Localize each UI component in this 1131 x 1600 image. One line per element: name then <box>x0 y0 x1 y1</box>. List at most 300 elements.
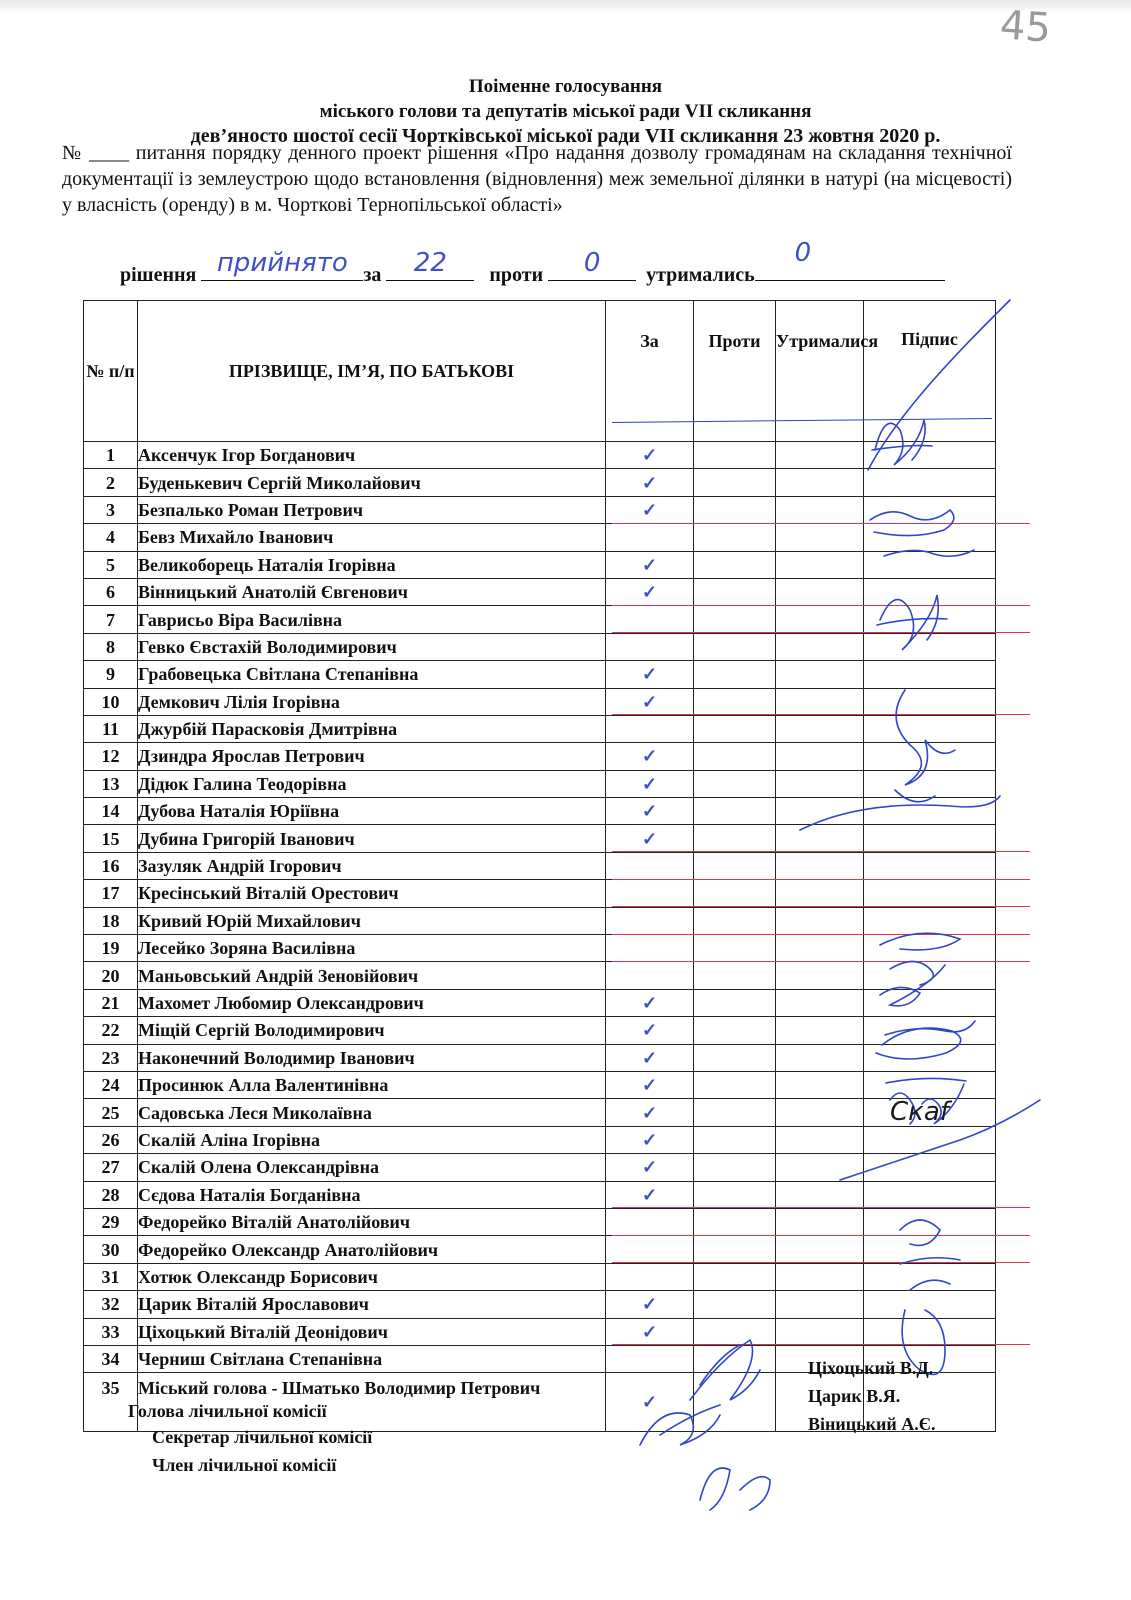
row-number: 26 <box>84 1126 138 1153</box>
table-row <box>84 1236 996 1263</box>
row-for <box>606 1373 694 1432</box>
row-name: Гаврисьо Віра Василівна <box>138 606 606 633</box>
row-name: Зазуляк Андрій Ігорович <box>138 852 606 879</box>
row-signature <box>864 688 996 715</box>
row-number: 20 <box>84 962 138 989</box>
question-number: № ____ <box>62 142 130 164</box>
row-signature <box>864 935 996 962</box>
row-for <box>606 852 694 879</box>
row-against <box>694 852 776 879</box>
table-row <box>84 825 996 852</box>
row-signature <box>864 1318 996 1345</box>
tick-mark: ✓ <box>641 554 658 575</box>
row-for <box>606 1154 694 1181</box>
tick-mark: ✓ <box>641 1129 658 1150</box>
row-abstain <box>776 496 864 523</box>
table-row <box>84 688 996 715</box>
row-number: 18 <box>84 907 138 934</box>
table-row <box>84 661 996 688</box>
row-abstain <box>776 880 864 907</box>
row-abstain <box>776 770 864 797</box>
row-name: Кривий Юрій Михайлович <box>138 907 606 934</box>
tick-mark: ✓ <box>641 801 658 822</box>
row-number: 27 <box>84 1154 138 1181</box>
row-abstain <box>776 1154 864 1181</box>
row-against <box>694 770 776 797</box>
row-number: 5 <box>84 551 138 578</box>
row-for <box>606 1071 694 1098</box>
row-against <box>694 1126 776 1153</box>
row-signature <box>864 551 996 578</box>
table-row <box>84 551 996 578</box>
row-for <box>606 442 694 469</box>
row-abstain <box>776 606 864 633</box>
row-against <box>694 1373 776 1432</box>
row-name: Федорейко Віталій Анатолійович <box>138 1208 606 1235</box>
table-row <box>84 1099 996 1126</box>
row-number: 22 <box>84 1017 138 1044</box>
row-for <box>606 743 694 770</box>
row-for <box>606 880 694 907</box>
table-row <box>84 989 996 1016</box>
abstain-label: утримались <box>646 264 755 286</box>
row-against <box>694 962 776 989</box>
tick-mark: ✓ <box>641 1294 658 1315</box>
strike-line <box>612 851 1030 852</box>
row-abstain <box>776 825 864 852</box>
row-name: Хотюк Олександр Борисович <box>138 1263 606 1290</box>
strike-line <box>612 632 1030 633</box>
strike-line <box>612 1344 1030 1345</box>
row-for <box>606 770 694 797</box>
table-row <box>84 442 996 469</box>
row-number: 13 <box>84 770 138 797</box>
row-number: 4 <box>84 524 138 551</box>
for-blank <box>386 248 474 281</box>
table-row <box>84 770 996 797</box>
tick-mark: ✓ <box>641 582 658 603</box>
row-signature <box>864 715 996 742</box>
row-signature <box>864 1071 996 1098</box>
row-name: Федорейко Олександр Анатолійович <box>138 1236 606 1263</box>
table-row <box>84 798 996 825</box>
row-number: 28 <box>84 1181 138 1208</box>
row-against <box>694 825 776 852</box>
tick-mark: ✓ <box>641 993 658 1013</box>
row-signature <box>864 496 996 523</box>
row-against <box>694 578 776 605</box>
strike-line <box>612 1262 1030 1263</box>
row-against <box>694 1044 776 1071</box>
row-for <box>606 1291 694 1318</box>
abstain-blank <box>755 238 945 281</box>
row-abstain <box>776 1044 864 1071</box>
signature-15 <box>700 1468 770 1510</box>
row-name: Махомет Любомир Олександрович <box>138 989 606 1016</box>
header-num: № п/п <box>84 301 138 442</box>
row-abstain <box>776 524 864 551</box>
commission-member-label: Член лічильної комісії <box>152 1455 337 1475</box>
row-for <box>606 715 694 742</box>
row-number: 33 <box>84 1318 138 1345</box>
table-row <box>84 1208 996 1235</box>
row-against <box>694 1208 776 1235</box>
row-signature <box>864 852 996 879</box>
row-number: 16 <box>84 852 138 879</box>
row-name: Дзиндра Ярослав Петрович <box>138 743 606 770</box>
row-for <box>606 633 694 660</box>
table-row <box>84 852 996 879</box>
row-for <box>606 935 694 962</box>
tick-mark: ✓ <box>641 773 658 794</box>
row-for <box>606 907 694 934</box>
row-abstain <box>776 1017 864 1044</box>
table-row <box>84 1291 996 1318</box>
header-against: Проти <box>694 301 776 442</box>
row-number: 15 <box>84 825 138 852</box>
table-row <box>84 1263 996 1290</box>
row-against <box>694 496 776 523</box>
against-label: проти <box>489 264 544 286</box>
row-for <box>606 1345 694 1372</box>
row-against <box>694 1318 776 1345</box>
row-against <box>694 798 776 825</box>
table-row <box>84 962 996 989</box>
tick-mark: ✓ <box>641 1075 658 1096</box>
row-name: Буденькевич Сергій Миколайович <box>138 469 606 496</box>
row-name: Лесейко Зоряна Василівна <box>138 935 606 962</box>
row-abstain <box>776 469 864 496</box>
commission-secretary-label: Секретар лічильної комісії <box>152 1427 373 1447</box>
row-against <box>694 442 776 469</box>
row-signature <box>864 1099 996 1126</box>
row-against <box>694 606 776 633</box>
row-signature <box>864 962 996 989</box>
row-name: Дідюк Галина Теодорівна <box>138 770 606 797</box>
row-against <box>694 1181 776 1208</box>
row-name: Скалій Олена Олександрівна <box>138 1154 606 1181</box>
header-for: За <box>606 301 694 442</box>
row-signature <box>864 1291 996 1318</box>
row-for <box>606 1044 694 1071</box>
row-against <box>694 1154 776 1181</box>
row-abstain <box>776 688 864 715</box>
tick-mark: ✓ <box>641 691 658 712</box>
row-signature <box>864 825 996 852</box>
row-abstain <box>776 1208 864 1235</box>
row-for <box>606 578 694 605</box>
row-number: 6 <box>84 578 138 605</box>
row-against <box>694 1236 776 1263</box>
row-abstain <box>776 1291 864 1318</box>
decision-blank <box>201 248 363 281</box>
row-abstain <box>776 852 864 879</box>
for-count: 22 <box>413 248 447 278</box>
row-name: Сєдова Наталія Богданівна <box>138 1181 606 1208</box>
row-signature <box>864 1208 996 1235</box>
table-row <box>84 1154 996 1181</box>
row-signature <box>864 578 996 605</box>
row-abstain <box>776 715 864 742</box>
row-against <box>694 743 776 770</box>
row-name: Кресінський Віталій Орестович <box>138 880 606 907</box>
decision-value: прийнято <box>216 248 348 278</box>
row-for <box>606 989 694 1016</box>
row-for <box>606 1181 694 1208</box>
strike-line <box>612 523 1030 524</box>
row-name: Демкович Лілія Ігорівна <box>138 688 606 715</box>
scan-edge <box>0 0 1131 14</box>
commission-members <box>808 1354 935 1438</box>
row-abstain <box>776 907 864 934</box>
row-signature <box>864 633 996 660</box>
header-sign: Підпис <box>864 301 996 442</box>
table-body <box>84 442 996 1432</box>
row-abstain <box>776 578 864 605</box>
row-abstain <box>776 989 864 1016</box>
row-against <box>694 880 776 907</box>
row-signature <box>864 661 996 688</box>
row-abstain <box>776 1126 864 1153</box>
row-against <box>694 989 776 1016</box>
row-against <box>694 469 776 496</box>
row-signature <box>864 1154 996 1181</box>
tick-mark: ✓ <box>641 1047 658 1068</box>
tick-mark: ✓ <box>641 664 658 685</box>
tick-mark: ✓ <box>641 1102 658 1123</box>
row-name: Гевко Євстахій Володимирович <box>138 633 606 660</box>
row-name: Скалій Аліна Ігорівна <box>138 1126 606 1153</box>
row-against <box>694 661 776 688</box>
row-for <box>606 688 694 715</box>
row-number: 34 <box>84 1345 138 1372</box>
strike-line <box>612 605 1030 606</box>
table-row <box>84 469 996 496</box>
row-abstain <box>776 551 864 578</box>
row-number: 23 <box>84 1044 138 1071</box>
table-row <box>84 1126 996 1153</box>
row-number: 11 <box>84 715 138 742</box>
row-number: 2 <box>84 469 138 496</box>
row-for <box>606 551 694 578</box>
row-abstain <box>776 442 864 469</box>
row-abstain <box>776 798 864 825</box>
row-for <box>606 798 694 825</box>
row-number: 19 <box>84 935 138 962</box>
decision-label: рішення <box>120 264 197 286</box>
header-session: дев’яносто шостої сесії Чортківської міської ради VII скликання 23 жовтня 2020 р. <box>190 125 941 147</box>
row-number: 8 <box>84 633 138 660</box>
table-row <box>84 935 996 962</box>
row-number: 30 <box>84 1236 138 1263</box>
row-for <box>606 1099 694 1126</box>
strike-line <box>612 906 1030 907</box>
tick-mark: ✓ <box>641 499 658 520</box>
row-against <box>694 907 776 934</box>
commission-chair-name: Ціхоцький В.Д. <box>808 1358 934 1378</box>
row-against <box>694 633 776 660</box>
row-for <box>606 606 694 633</box>
header-subtitle: міського голови та депутатів міської ради VII скликання <box>319 101 812 122</box>
row-for <box>606 661 694 688</box>
row-for <box>606 825 694 852</box>
row-name: Грабовецька Світлана Степанівна <box>138 661 606 688</box>
decision-line <box>120 238 1020 287</box>
row-name: Безпалько Роман Петрович <box>138 496 606 523</box>
signature-skaliy: Скаf <box>890 1097 949 1127</box>
row-name: Бевз Михайло Іванович <box>138 524 606 551</box>
row-number: 35 <box>84 1373 138 1432</box>
row-signature <box>864 743 996 770</box>
commission-secretary-name: Царик В.Я. <box>808 1386 901 1406</box>
row-abstain <box>776 1181 864 1208</box>
tick-mark: ✓ <box>641 445 658 466</box>
row-name: Аксенчук Ігор Богданович <box>138 442 606 469</box>
row-against <box>694 551 776 578</box>
row-name: Маньовський Андрій Зеновійович <box>138 962 606 989</box>
row-number: 32 <box>84 1291 138 1318</box>
row-signature <box>864 1126 996 1153</box>
row-for <box>606 1017 694 1044</box>
row-signature <box>864 1236 996 1263</box>
row-for <box>606 496 694 523</box>
tick-mark: ✓ <box>641 1020 658 1041</box>
row-signature <box>864 989 996 1016</box>
tick-mark: ✓ <box>641 1392 658 1413</box>
row-signature <box>864 798 996 825</box>
table-row <box>84 496 996 523</box>
row-number: 7 <box>84 606 138 633</box>
row-against <box>694 1291 776 1318</box>
table-row <box>84 715 996 742</box>
row-number: 25 <box>84 1099 138 1126</box>
row-abstain <box>776 1263 864 1290</box>
row-abstain <box>776 661 864 688</box>
strike-line <box>612 714 1030 715</box>
row-number: 21 <box>84 989 138 1016</box>
row-signature <box>864 1181 996 1208</box>
row-abstain <box>776 633 864 660</box>
row-name: Джурбій Парасковія Дмитрівна <box>138 715 606 742</box>
for-label: за <box>363 264 382 286</box>
strike-line <box>612 934 1030 935</box>
strike-line <box>612 1235 1030 1236</box>
row-for <box>606 1236 694 1263</box>
table-row <box>84 578 996 605</box>
row-signature <box>864 1263 996 1290</box>
table-row <box>84 524 996 551</box>
row-number: 17 <box>84 880 138 907</box>
row-signature <box>864 442 996 469</box>
strike-line <box>612 879 1030 880</box>
document-header <box>0 74 1131 149</box>
row-name: Царик Віталій Ярославович <box>138 1291 606 1318</box>
row-number: 29 <box>84 1208 138 1235</box>
row-against <box>694 524 776 551</box>
tick-mark: ✓ <box>641 746 658 767</box>
row-against <box>694 1017 776 1044</box>
row-name: Міський голова - Шматько Володимир Петрович <box>138 1373 606 1432</box>
row-signature <box>864 770 996 797</box>
commission-member-name: Віницький А.Є. <box>808 1414 936 1434</box>
table-row <box>84 743 996 770</box>
page-number: 45 <box>998 2 1053 52</box>
row-abstain <box>776 1236 864 1263</box>
row-name: Наконечний Володимир Іванович <box>138 1044 606 1071</box>
table-row <box>84 1044 996 1071</box>
header-name: ПРІЗВИЩЕ, ІМ’Я, ПО БАТЬКОВІ <box>138 301 606 442</box>
table-row <box>84 1318 996 1345</box>
row-abstain <box>776 962 864 989</box>
row-against <box>694 688 776 715</box>
row-for <box>606 962 694 989</box>
row-name: Садовська Леся Миколаївна <box>138 1099 606 1126</box>
commission-chair-label: Голова лічильної комісії <box>128 1401 327 1421</box>
table-row <box>84 1071 996 1098</box>
row-name: Дубова Наталія Юріївна <box>138 798 606 825</box>
against-blank <box>548 248 636 281</box>
row-abstain <box>776 743 864 770</box>
tick-mark: ✓ <box>641 1157 658 1178</box>
tick-mark: ✓ <box>641 1184 658 1205</box>
row-name: Ціхоцький Віталій Деонідович <box>138 1318 606 1345</box>
row-against <box>694 935 776 962</box>
tick-mark: ✓ <box>641 828 658 849</box>
row-against <box>694 1345 776 1372</box>
row-number: 10 <box>84 688 138 715</box>
header-abstain: Утрималися <box>776 301 864 442</box>
row-signature <box>864 524 996 551</box>
row-abstain <box>776 935 864 962</box>
row-signature <box>864 1044 996 1071</box>
row-signature <box>864 606 996 633</box>
row-abstain <box>776 1071 864 1098</box>
row-number: 31 <box>84 1263 138 1290</box>
row-against <box>694 1263 776 1290</box>
row-against <box>694 1071 776 1098</box>
row-for <box>606 1263 694 1290</box>
row-number: 14 <box>84 798 138 825</box>
row-signature <box>864 1017 996 1044</box>
row-abstain <box>776 1318 864 1345</box>
question-text: питання порядку денного проект рішення «Про надання дозволу громадянам на складання технічної документації із землеустрою щодо встановлення (відновлення) меж земельної ділянки в натурі (на місцевості) у власність (оренду) в м. Чорткові Тернопільської області» <box>62 142 1012 216</box>
row-number: 3 <box>84 496 138 523</box>
row-number: 12 <box>84 743 138 770</box>
row-for <box>606 1126 694 1153</box>
tick-mark: ✓ <box>641 472 658 493</box>
tick-mark: ✓ <box>641 1321 658 1342</box>
row-name: Дубина Григорій Іванович <box>138 825 606 852</box>
row-signature <box>864 469 996 496</box>
row-against <box>694 1099 776 1126</box>
row-for <box>606 1208 694 1235</box>
table-row <box>84 880 996 907</box>
table-row <box>84 606 996 633</box>
row-signature <box>864 880 996 907</box>
against-count: 0 <box>583 248 601 278</box>
table-row <box>84 907 996 934</box>
row-name: Великоборець Наталія Ігорівна <box>138 551 606 578</box>
row-name: Просинюк Алла Валентинівна <box>138 1071 606 1098</box>
row-signature <box>864 907 996 934</box>
strike-line <box>612 1207 1030 1208</box>
row-abstain <box>776 1099 864 1126</box>
row-number: 1 <box>84 442 138 469</box>
row-for <box>606 1318 694 1345</box>
row-for <box>606 469 694 496</box>
row-against <box>694 715 776 742</box>
strike-line <box>612 961 1030 962</box>
